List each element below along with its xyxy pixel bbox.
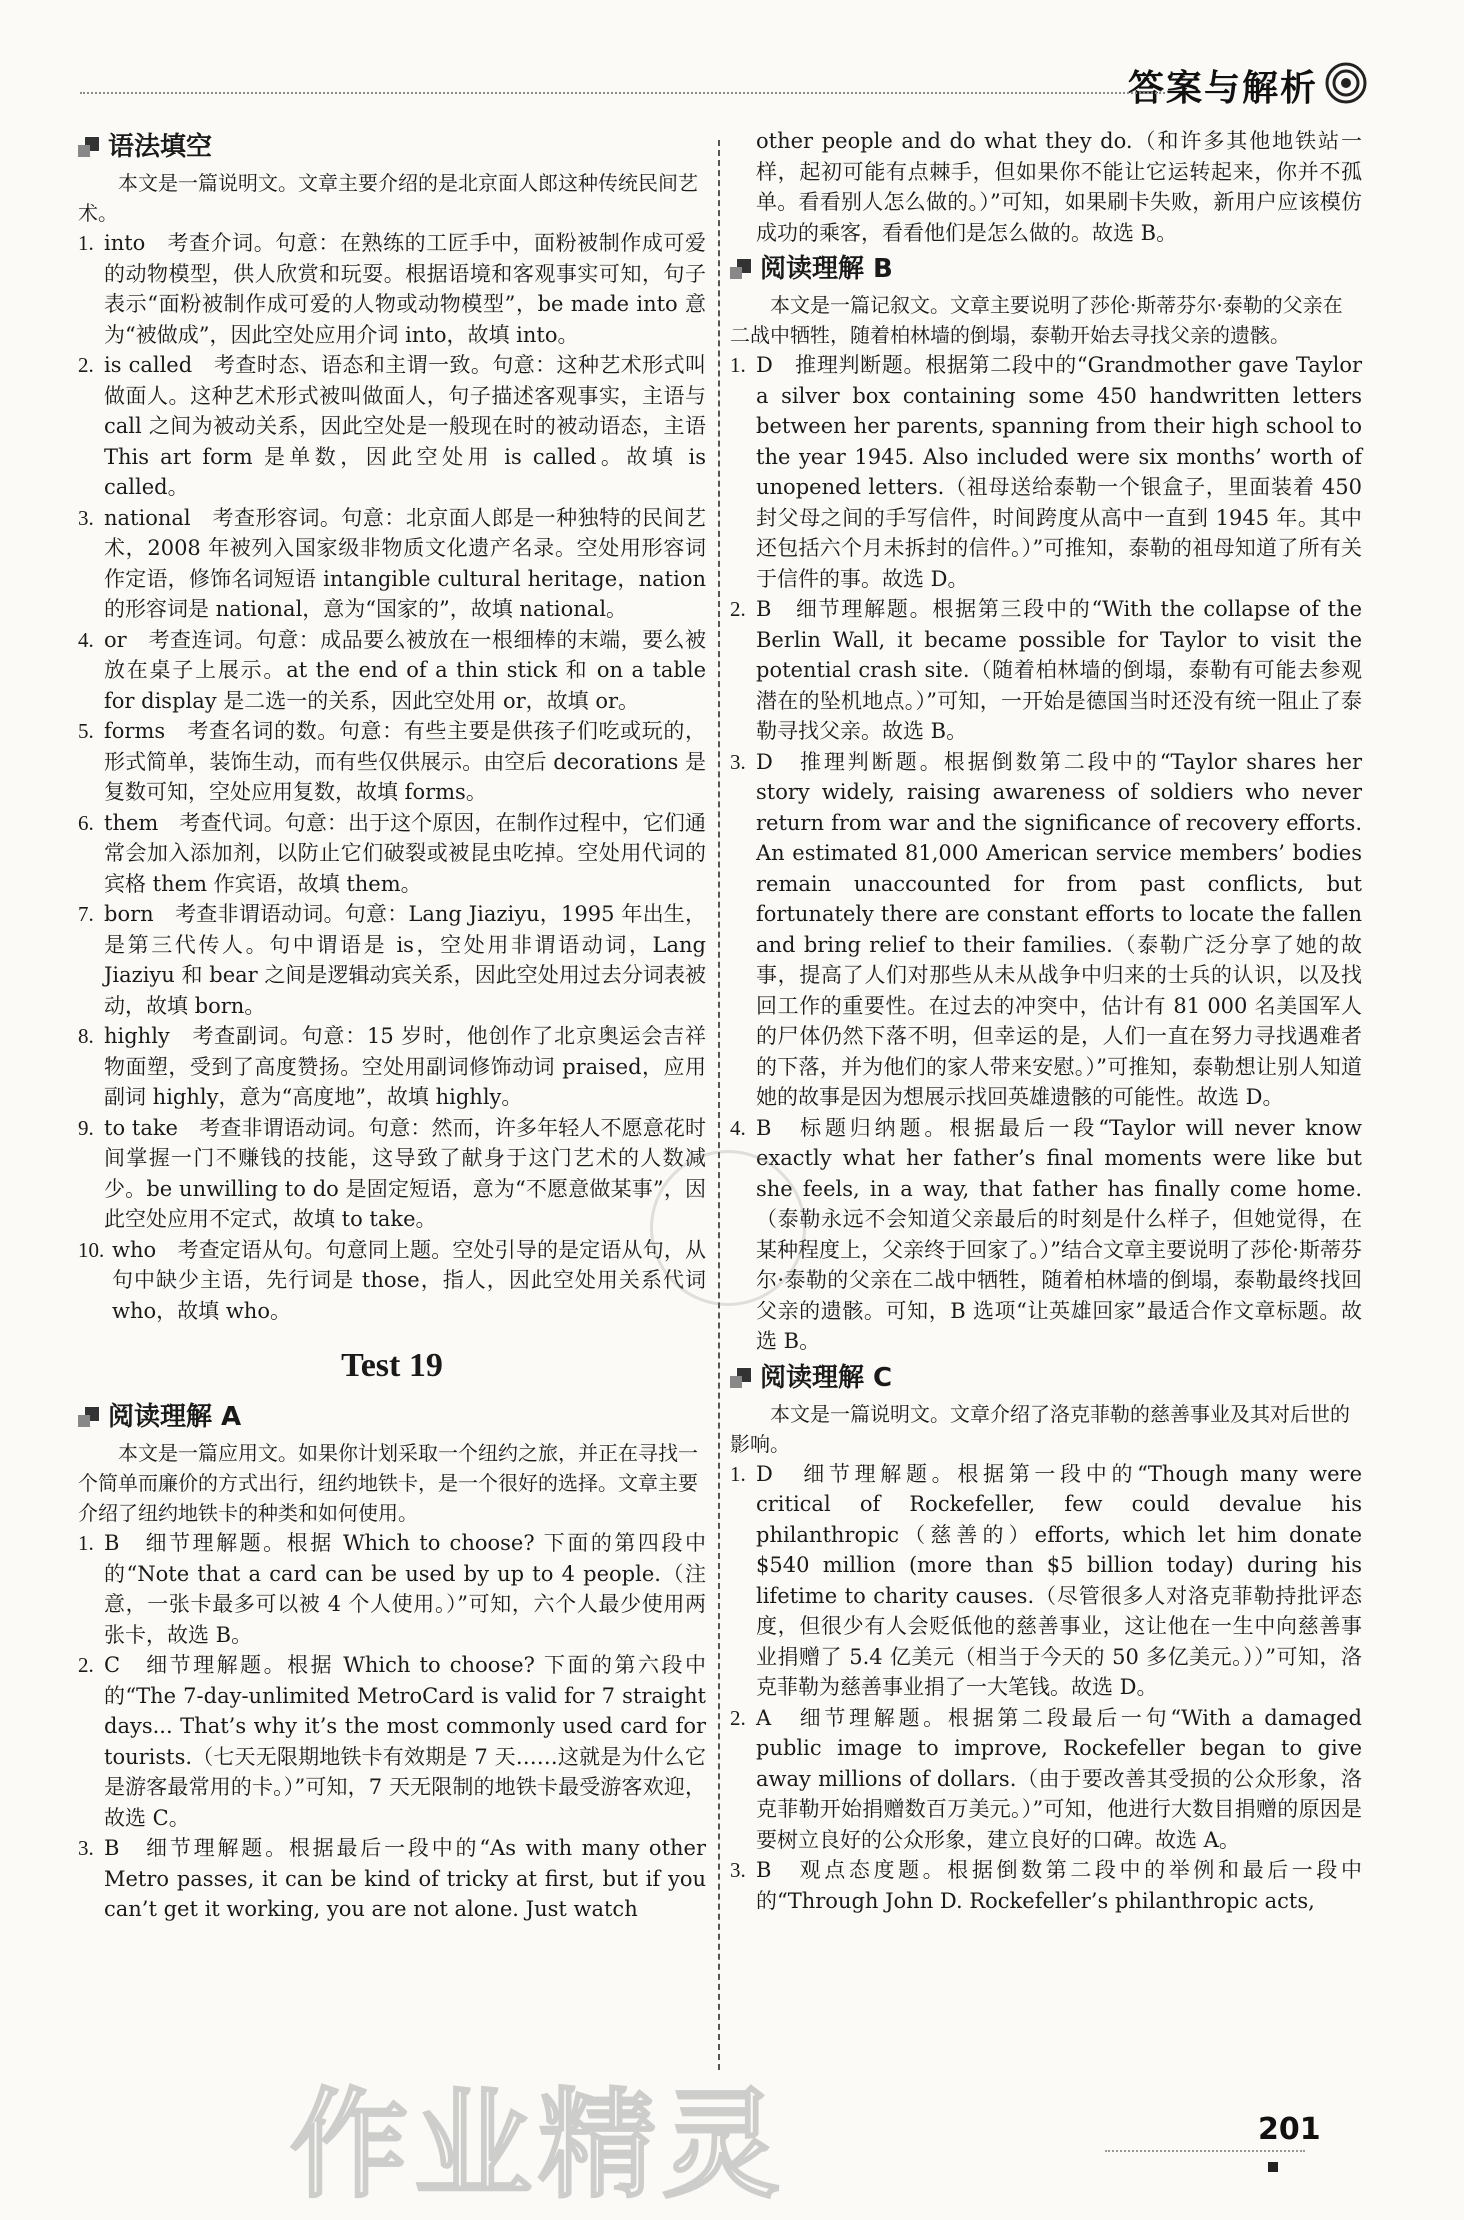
answer-number: 1. (730, 1461, 746, 1486)
answer-text: A 细节理解题。根据第二段最后一句“With a damaged public image to improve, Rockefeller began to give away millions of dollars.（由于要改善其受损的公众形象，洛克菲勒开始捐赠数百万美元。）”可知，他进行大数目捐赠的原因是要树立良好的公众形象，建立良好的口碑。故选 A。 (756, 1705, 1362, 1852)
answer-number: 10. (78, 1237, 105, 1262)
answer-list-grammar (78, 228, 706, 1326)
target-icon (1325, 62, 1367, 104)
section-heading-text: 阅读理解 B (760, 254, 893, 284)
answer-item (730, 350, 1362, 594)
answer-number: 1. (78, 231, 94, 255)
answer-text: B 细节理解题。根据第三段中的“With the collapse of the Berlin Wall, it became possible for Taylor to visit the potential crash site.（随着柏林墙的倒塌，泰勒有可能去参观潜在的坠机地点。）”可知，一开始是德国当时还没有统一阻止了泰勒寻找父亲。故选 B。 (756, 597, 1362, 743)
watermark-logo: 作业精灵 (290, 2076, 787, 2214)
answer-number: 4. (730, 1115, 746, 1140)
answer-text: B 标题归纳题。根据最后一段“Taylor will never know exactly what her father’s final moments were like but she feels, in a way, that father has finally come home.（泰勒永远不会知道父亲最后的时刻是什么样子，但她觉得，在某种程度上，父亲终于回家了。）”结合文章主要说明了莎伦·斯蒂芬尔·泰勒的父亲在二战中牺牲，随着柏林墙的倒塌，泰勒最终找回父亲的遗骸。可知，B 选项“让英雄回家”最适合作文章标题。故选 B。 (756, 1115, 1362, 1353)
answer-item (78, 503, 706, 625)
answer-number: 2. (730, 1705, 746, 1730)
answer-text: or 考查连词。句意：成品要么被放在一根细棒的末端，要么被放在桌子上展示。at the end of a thin stick 和 on a table for display 是二选一的关系，因此空处用 or，故填 or。 (104, 627, 706, 713)
answer-text: C 细节理解题。根据 Which to choose? 下面的第六段中的“The 7-day-unlimited MetroCard is valid for 7 straight days... That’s why it’s the most commonly used card for tourists.（七天无限期地铁卡有效期是 7 天……这就是为什么它是游客最常用的卡。）”可知，7 天无限制的地铁卡最受游客欢迎，故选 C。 (104, 1653, 706, 1830)
page-number: 201 (1258, 2112, 1321, 2147)
section-intro: 本文是一篇说明文。文章介绍了洛克菲勒的慈善事业及其对后世的影响。 (730, 1401, 1350, 1456)
test-title: Test 19 (341, 1347, 443, 1384)
watermark-seal (650, 1150, 806, 1306)
section-intro: 本文是一篇记叙文。文章主要说明了莎伦·斯蒂芬尔·泰勒的父亲在二战中牺牲，随着柏林墙的倒塌，泰勒开始去寻找父亲的遗骸。 (730, 293, 1343, 347)
answer-text: to take 考查非谓语动词。句意：然而，许多年轻人不愿意花时间掌握一门不赚钱的技能，这导致了献身于这门艺术的人数减少。be unwilling to do 是固定短语，意为“不愿意做某事”，因此空处应用不定式，故填 to take。 (104, 1115, 706, 1231)
column-divider (718, 140, 720, 2070)
section-heading-grammar (78, 128, 706, 166)
answer-number: 3. (730, 749, 746, 774)
answer-number: 8. (78, 1024, 94, 1048)
answer-text: B 观点态度题。根据倒数第二段中的举例和最后一段中的“Through John D. Rockefeller’s philanthropic acts, (756, 1858, 1362, 1913)
answer-item (78, 1650, 706, 1833)
right-column (730, 126, 1362, 1916)
footer-divider (1105, 2150, 1305, 2152)
answer-text: is called 考查时态、语态和主谓一致。句意：这种艺术形式叫做面人。这种艺术形式被叫做面人，句子描述客观事实，主语与 call 之间为被动关系，因此空处是一般现在时的被动语态，主语 This art form 是单数，因此空处用 is called。故填 is called。 (104, 353, 706, 499)
answer-list-reading-b (730, 350, 1362, 1357)
answer-text: who 考查定语从句。句意同上题。空处引导的是定语从句，从句中缺少主语，先行词是 those，指人，因此空处用关系代词 who，故填 who。 (112, 1237, 706, 1323)
answer-number: 6. (78, 810, 94, 835)
answer-number: 3. (78, 505, 94, 530)
answer-number: 3. (730, 1858, 746, 1882)
section-heading-text: 阅读理解 A (108, 1402, 242, 1432)
answer-text: D 细节理解题。根据第一段中的“Though many were critical of Rockefeller, few could devalue his philanthropic（慈善的）efforts, which let him donate $540 million (more than $5 billion today) during his lifetime to charity causes.（尽管很多人对洛克菲勒持批评态度，但很少有人会贬低他的慈善事业，这让他在一生中向慈善事业捐赠了 5.4 亿美元（相当于今天的 50 多亿美元。））”可知，洛克菲勒为慈善事业捐了一大笔钱。故选 D。 (756, 1461, 1362, 1699)
section-intro: 本文是一篇说明文。文章主要介绍的是北京面人郎这种传统民间艺术。 (78, 171, 698, 225)
section-marker-icon (78, 136, 100, 158)
answer-number: 3. (78, 1836, 94, 1860)
answer-item (78, 625, 706, 717)
answer-number: 1. (730, 353, 746, 377)
answer-text: D 推理判断题。根据第二段中的“Grandmother gave Taylor a silver box containing some 450 handwritten letters between her parents, spanning from their high school to the year 1945. Also included were six months’ worth of unopened letters.（祖母送给泰勒一个银盒子，里面装着 450 封父母之间的手写信件，时间跨度从高中一直到 1945 年。其中还包括六个月未拆封的信件。）”可推知，泰勒的祖母知道了所有关于信件的事。故选 D。 (756, 353, 1362, 591)
answer-list-reading-c (730, 1459, 1362, 1917)
answer-item (78, 808, 706, 900)
section-heading-text: 阅读理解 C (760, 1362, 893, 1393)
answer-text: D 推理判断题。根据倒数第二段中的“Taylor shares her story widely, raising awareness of soldiers who never return from war and the significance of recovery efforts. An estimated 81,000 American service members’ bodies remain unaccounted for from past conflicts, but fortunately there are constant efforts to locate the fallen and bring relief to their families.（泰勒广泛分享了她的故事，提高了人们对那些从未从战争中归来的士兵的认识，以及找回工作的重要性。在过去的冲突中，估计有 81 000 名美国军人的尸体仍然下落不明，但幸运的是，人们一直在努力寻找遇难者的下落，并为他们的家人带来安慰。）”可推知，泰勒想让别人知道她的故事是因为想展示找回英雄遗骸的可能性。故选 D。 (756, 749, 1362, 1109)
answer-number: 1. (78, 1531, 94, 1555)
answer-item (78, 1113, 706, 1235)
footer-square-icon (1268, 2162, 1278, 2172)
answer-item (78, 716, 706, 808)
answer-text: them 考查代词。句意：出于这个原因，在制作过程中，它们通常会加入添加剂，以防止它们破裂或被昆虫吃掉。空处用代词的宾格 them 作宾语，故填 them。 (104, 810, 706, 896)
answer-text: national 考查形容词。句意：北京面人郎是一种独特的民间艺术，2008 年被列入国家级非物质文化遗产名录。空处用形容词作定语，修饰名词短语 intangible cultural heritage，nation 的形容词是 national，意为“国家的”，故填 national。 (104, 505, 706, 621)
answer-item (78, 1235, 706, 1327)
answer-number: 4. (78, 627, 94, 652)
answer-number: 2. (78, 353, 94, 377)
answer-text: forms 考查名词的数。句意：有些主要是供孩子们吃或玩的，形式简单，装饰生动，而有些仅供展示。由空后 decorations 是复数可知，空处应用复数，故填 forms。 (104, 719, 706, 804)
answer-item (78, 1528, 706, 1650)
answer-item (730, 1113, 1362, 1357)
section-heading-reading-a (78, 1398, 706, 1436)
answer-item (730, 594, 1362, 747)
section-marker-icon (730, 1367, 752, 1389)
answer-item (78, 1021, 706, 1113)
answer-item (78, 228, 706, 350)
section-heading-text: 语法填空 (108, 132, 213, 162)
answer-item (730, 1855, 1362, 1916)
answer-number: 9. (78, 1115, 94, 1140)
answer-item (730, 1459, 1362, 1703)
answer-number: 5. (78, 719, 94, 743)
answer-text: highly 考查副词。句意：15 岁时，他创作了北京奥运会吉祥物面塑，受到了高度赞扬。空处用副词修饰动词 praised，应用副词 highly，意为“高度地”，故填 highly。 (104, 1024, 706, 1109)
answer-number: 2. (78, 1653, 94, 1677)
section-intro: 本文是一篇应用文。如果你计划采取一个纽约之旅，并正在寻找一个简单而廉价的方式出行，纽约地铁卡，是一个很好的选择。文章主要介绍了纽约地铁卡的种类和如何使用。 (78, 1441, 698, 1525)
answer-text: into 考查介词。句意：在熟练的工匠手中，面粉被制作成可爱的动物模型，供人欣赏和玩耍。根据语境和客观事实可知，句子表示“面粉被制作成可爱的人物或动物模型”，be made into 意为“被做成”，因此空处应用介词 into，故填 into。 (104, 231, 706, 347)
page-header (0, 0, 1464, 120)
answer-item (78, 350, 706, 503)
answer-item (78, 1833, 706, 1925)
left-column (78, 126, 706, 1925)
answer-text: B 细节理解题。根据最后一段中的“As with many other Metro passes, it can be kind of tricky at first, but if you can’t get it working, you are not alone. Just watch (104, 1836, 706, 1921)
section-heading-reading-c (730, 1359, 1362, 1397)
answer-text: born 考查非谓语动词。句意：Lang Jiaziyu，1995 年出生，是第三代传人。句中谓语是 is，空处用非谓语动词，Lang Jiaziyu 和 bear 之间是逻辑动宾关系，因此空处用过去分词表被动，故填 born。 (104, 902, 706, 1018)
section-heading-reading-b (730, 250, 1362, 288)
header-divider (80, 92, 1165, 94)
continued-answer-text: other people and do what they do.（和许多其他地铁站一样，起初可能有点棘手，但如果你不能让它运转起来，你并不孤单。看看别人怎么做的。）”可知，如果刷卡失败，新用户应该模仿成功的乘客，看看他们是怎么做的。故选 B。 (756, 129, 1362, 245)
answer-list-reading-a (78, 1528, 706, 1925)
answer-item (730, 1703, 1362, 1856)
section-marker-icon (78, 1406, 100, 1428)
answer-text: B 细节理解题。根据 Which to choose? 下面的第四段中的“Note that a card can be used by up to 4 people.（注意，一张卡最多可以被 4 个人使用。）”可知，六个人最少使用两张卡，故选 B。 (104, 1531, 706, 1647)
answer-item (78, 899, 706, 1021)
answer-number: 2. (730, 597, 746, 621)
answer-number: 7. (78, 902, 94, 926)
header-title: 答案与解析 (1128, 68, 1319, 109)
answer-item (730, 747, 1362, 1113)
section-marker-icon (730, 258, 752, 280)
